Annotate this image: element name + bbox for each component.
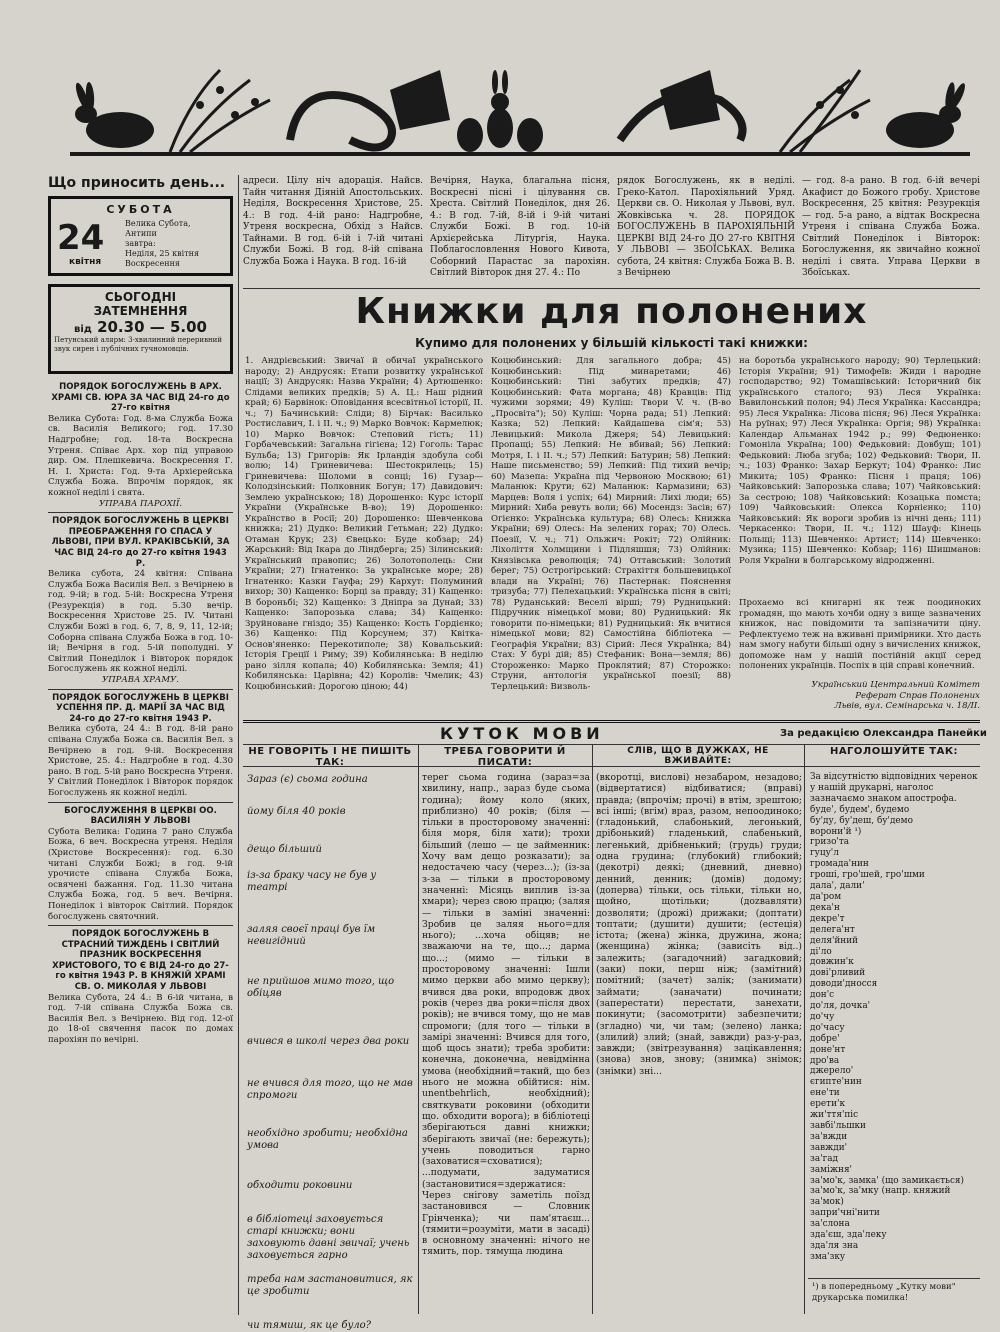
article-title: ПОРЯДОК БОГОСЛУЖЕНЬ В СТРАСНИЙ ТИЖДЕНЬ І СВІТЛИЙ ПРАЗНИК ВОСКРЕСЕННЯ ХРИСТОВОГО, ТО Є ВІД 24-го до 27-го квітня 1943 Р. В КНЯЖІЙ ХРАМІ СВ. О. МИКОЛАЯ У ЛЬВОВІ — [52, 929, 229, 993]
books-subtitle: Купимо для полонених у більшій кількості такі книжки: — [415, 336, 808, 350]
month: квітня — [69, 257, 102, 267]
article-title: ПОРЯДОК БОГОСЛУЖЕНЬ В ЦЕРКВІ УСПЕННЯ ПР. Д. МАРІЇ ЗА ЧАС ВІД 24-го до 27-го квітня 1943 Р. — [52, 692, 229, 724]
language-title: КУТОК МОВИ — [440, 724, 604, 743]
left-articles — [48, 382, 233, 1312]
books-title: Книжки для полонених — [355, 291, 868, 332]
column-header: НАГОЛОШУЙТЕ ТАК: — [829, 746, 959, 757]
article-body: Велика субота, 24 4.: В год. 8-ій рано співана Служба Божа св. Василія Вел. з Вечірнею в год. 9-ій. Воскресення Христове, 25. 4.: Надгробне в год. 4.30 рано. В год. 5-ій рано Воскресна Утреня. У Світлий Понеділок і Вівторок порядок Богослужень як кожної неділі. — [48, 724, 233, 798]
avoid-words: (вкоротці, вислові) незабаром, незадово; (відвертатися) відбиватися; (вправі) правда; (впрочім; прочі) в втім, зрештою; всі інші; (вгім) враз, разом, непоодиноко; (гладонький, слабонький, легонький, дрібонький) гладенький, слабенький, легенький, дрібненький; (грудь) груди; одна грудина; (глубокий) глибокий; (декотрі) деякі; (дневний, дневно) денний, денник; (домів) додому; (доперва) тільки, ось тільки, тільки но, щойно, щотільки; (доzвавляти) дозволяти; (дрожі) дрижаки; (доптати) топтати; (душити) душити; (естеція) істота; (жена) жінка, дружина, жона; (женщина) жінка; (зависіть від..) залежить; (загадочний) загадковий; (заки) поки, перш ніж; (замітний) помітний; (зачет) залік; (занимати) займати; (заначати) починати; (заперестати) перестати, занехати, покинути; (засомотрити) забезпечити; (згладно) чи, чи там; (зелено) ланка; (злилий) злий; (знай, завжди) раз-у-раз, завжди; (звітрезування) зацікавлення; (знова) знов, знову; (знимка) знімок; (знімки) зні... — [596, 772, 802, 1077]
top-column: рядок Богослужень, як в неділі. Греко-Катол. Парохіяльний Уряд. Церкви св. О. Николая у Львові, вул. Жовківська ч. 28. ПОРЯДОК БОГОСЛУЖЕНЬ В ПАРОХІЯЛЬНІЙ ЦЕРКВІ ВІД 24-го ДО 27-го КВІТНЯ У ЛЬВОВІ — ЗБОЇСЬКАХ. Велика субота, 24 квітня: Служба Божа В. В. з Вечірнею — [617, 176, 795, 278]
eclipse-box: СЬОГОДНІ ЗАТЕМНЕННЯ від 20.30 — 5.00 Петунський алярм: 3-хвилинний переривний звук сирен і публічних гучномовців. — [48, 284, 233, 374]
column-header: НЕ ГОВОРІТЬ І НЕ ПИШІТЬ ТАК: — [248, 746, 412, 768]
books-col-1: 1. Андрієвський: Звичаї й обичаї українського народу; 2) Андрусяк: Етапи розвитку української нації; 3) Андрусяк: Назва України; 4) Артюшенко: Слідами великих предків; 5) А. Ц.: Наш рідний край; 6) Барвінок: Оповідання всесвітньої історії, II. ч.; 7) Бачинський: Сліди; 8) Бірчак: Василько Ростиславич, I. і II. ч.; 9) Марко Вовчок: Кармелюк; 10) Марко Вовчок: Степовий гість; 11) Горбачевський: Загальна гігієна; 12) Гоголь: Тарас Бульба; 13) Григорів: Як Ірландія здобула собі волю; 14) Гриневичева: Шестокрилець; 15) Гриневичева: Шоломи в сонці; 16) Гузар—Колодзінський: Полковник Богун; 17) Давидович: Землею українською; 18) Дорошенко: Курс історії України (Українське В-во); 19) Дорошенко: Українство в Росії; 20) Дорошенко: Шевченкова книжка; 21) Дудко: Великий Гетьман; 22) Дудко: Отаман Крук; 23) Євецько: Буде кобзар; 24) Жарський: Від Ікара до Ліндберга; 25) Зілинський: Український правопис; 26) Золотополець: Сни України; 27) Ігнатенко: За українське море; 28) Ігнатенко: Казки Гауфа; 29) Кархут: Полуминий вихор; 30) Кащенко: Борці за правду; 31) Кащенко: В бороньбі; 32) Кащенко: З Дніпра за Дунай; 33) Кащенко: Запорозька слава; 34) Кащенко: Зруйноване гніздо; 35) Кащенко: Кость Гордієнко; 36) Кащенко: Під Корсунем; 37) Квітка-Основ'яненко: Перекотиполе; 38) Ковальський: Історія Греції і Риму; 39) Кобилянська: В неділю рано зілля копала; 40) Кобилянська: Земля; 41) Кобилянська: Царівна; 42) Королів: Чмелик; 43) Коцюбинський: Дорогою ціною; 44) — [245, 356, 483, 692]
article-title: ПОРЯДОК БОГОСЛУЖЕНЬ В ЦЕРКВІ ПРЕОБРАЖЕННЯ ГО СПАСА У ЛЬВОВІ, ПРИ ВУЛ. КРАКІВСЬКІЙ, ЗА ЧАС ВІД 24-го до 27-го квітня 1943 Р. — [51, 516, 230, 569]
language-editor: За редакцією Олександра Панейки — [780, 728, 987, 739]
article-body: Велика субота, 24 квітня: Співана Служба Божа Василія Вел. з Вечірнею в год. 9-ій; в год. 5-ій: Воскресна Утреня (Резурекція) в год. 5.30 вечір. Воскресення Христове 25. IV. Читані Служби Божі в год. 6, 7, 8, 9, 11, 12-ій; Соборна співана Служба Божа в год. 10-ій; Вечірня в год. 5-ій пополудні. У Світлий Понеділок і Вівторок порядок Богослужень як кожної неділі. — [48, 569, 233, 675]
books-signature: Український Центральний Комітет Реферат Справ Полонених Львів, вул. Семінарська ч. 18/II. — [811, 680, 980, 711]
date-notes: Велика Субота, Антипи завтра: Неділя, 25 квітня Воскресення — [125, 219, 199, 268]
top-column: Вечірня, Наука, благальна пісня, Воскресні пісні і цілування св. Хреста. Світлий Понеділок, дня 26. 4.: В год. 7-ій, 8-ій і 9-ій читані Служби Божі. В год. 10-ій Архієрейська Літургія, Наука. Поблагословлення Нового Кивота, Соборний Парастас за парохіян. Світлий Вівторок дня 27. 4.: По — [430, 176, 610, 278]
day-number: 24 — [57, 218, 105, 258]
day-heading: Що приносить день... — [48, 175, 226, 191]
weekday: СУБОТА — [106, 203, 175, 216]
top-column: адреси. Цілу ніч адорація. Найсв. Тайн читання Діяній Апостольських. Неділя, Воскресення Христове, 25. 4.: В год. 4-ій рано: Надгробне, Утреня воскресна, Обхід з Найсв. Тайнами. В год. 6-ій і 7-ій читані Служби Божі. В год. 8-ій співана Служба Божа і Наука. В год. 16-ій — [243, 176, 423, 267]
column-header: СЛІВ, ЩО В ДУЖКАХ, НЕ ВЖИВАЙТЕ: — [627, 746, 769, 766]
right-forms: теper сьома година (зараз=за хвилину, напр., зараз буде сьома година); йому коло (яких, приблизно) 40 років; (біля — тільки в просторовому значенні: біля моря, біля хати); трохи більший (лешо — це займенник: Хочу вам дещо розказати); за недостачею часу (через...); (із-за з-за — тільки в просторовому значенні: Місяць виплив із-за хмари); через свою працю; (заляя — тільки в заміні значенні: Зробив це заляя нього=для нього); ...хоча обіцяв; не зважаючи на те, що...; дарма що...; (мимо — тільки в просторовому значенні: Ішли мимо церкви або мимо церкву); вчився два роки, впродовж двох років (через два роки=після двох років); не вчився тому, що не мав спромоги; (для того — тільки в замірі значенні: Вчився для того, щоб щось знати); треба зробити: конечна, доконечна, невідмінна умова (необхідний=такий, що без нього не можна обійтися: нім. unentbehrlich, необхідний); святкувати роковини (обходити що. обходити ворога); в бібліотеці зберігаються давні книжки; зберігають звичаї (не: бережуть); учень поводиться гарно (заховатися=сховатися); ...подумати, задуматися (застановитися=здержатися: Через снігову заметіль поїзд застановився — Словник Грінченка); чи пам'ятаєш... (тямити=розуміти, мати в засаді) в основному значенні: нічого не тямить, пор. тямуща людина — [422, 772, 590, 1258]
column-header: ТРЕБА ГОВОРИТИ Й ПИСАТИ: — [444, 746, 566, 768]
article-body: Велика Субота, 24 4.: В 6-ій читана, в год. 7-ій співана Служба Божа св. Василія Вел. з Вечірнею. Від год. 12-ої до 18-ої свячення пасок по домах парохіян по вечірні. — [48, 992, 233, 1046]
top-column: — год. 8-а рано. В год. 6-ій вечері Акафист до Божого гробу. Христове Воскресення, 25 квітня: Резурекція — год. 5-а рано, а відтак Воскресна Утреня і співана Служба Божа. Світлий Понеділок і Вівторок: Богослуження, як звичайно кожної неділі і свята. Управа Церкви в Збоїськах. — [802, 176, 980, 278]
rabbit-right-icon — [886, 82, 968, 148]
rabbit-center-icon — [487, 70, 513, 148]
books-appeal: Прохаємо всі книгарні як теж поодиноких громадян, що мають хочби одну з вище зазначених книжок, нас повідомити та запізначити ціну. Рефлектуємо теж на вживані примірники. Хто дасть нам змогу набути більші одну з вичислених книжок, допоможе нам у нашій постійній акції серед полонених українців. Поспіх в цій справі конечний. — [739, 598, 981, 671]
easter-egg-icon — [457, 118, 483, 152]
article-body: Субота Велика: Година 7 рано Служба Божа, 6 веч. Воскресна утреня. Неділя (Христове Воскресення): год. 6.30 читані Служби Божі; в год. 9-ій урочисте співана Служба Божа, освячені бажання. Год. 11.30 читана Служба Божа, год. 5 веч. Вечірня. Понеділок і вівторок Світлий. Порядок богослужень святочний. — [48, 826, 233, 922]
article-sign: УПРАВА ПАРОХІЇ. — [98, 498, 183, 509]
books-col-2: Коцюбинський: Для загального добра; 45) Коцюбинський: Під минаретами; 46) Коцюбинський: Тіні забутих предків; 47) Коцюбинський: Фата моргана; 48) Кравців: Під чужими зорями; 49) Куліш: Твори V. ч. (В-во „Просвіта"); 50) Куліш: Чорна рада; 51) Лепкий: Казка; 52) Лепкий: Кайдашева сім'я; 53) Левицький: Микола Джеря; 54) Левицький: Пропащі; 55) Лепкий: Не вбивай; 56) Лепкий: Мотря, I. і II. ч.; 57) Лепкий: Батурин; 58) Лепкий: Наше письменство; 59) Лепкий: Під тихий вечір; 60) Мазепа: Україна під Червоною Москвою; 61) Маланюк: Крути; 62) Маланюк: Кармазини; 63) Марцев: Воля і успіх; 64) Мирний: Лихі люди; 65) Мирний: Хиба ревуть воли; 66) Мосендз: Засів; 67) Огієнко: Українська культура; 68) Олесь: Книжка України; 69) Олесь: На зелених горах; 70) Олесь. Поезії, V. ч.; 71) Ольжич: Рокіт; 72) Олійник: Ліхоліття Холмщини і Підляшшя; 73) Олійник: Князівська революція; 74) Оттавський: Золотий берег; 75) Острогірський: Страхіття большевицької влади на Україні; 76) Пастернак: Пояснення тризуба; 77) Пелехацький: Українська пісня в світі; 78) Руданський: Веселі вірші; 79) Рудницький: Підручник німецької мови; 80) Рудницький: Як говорити по-німецьки; 81) Рудницький: Як вчитися німецької мови; 82) Самостійна бібліотека — Географія України; 83) Сірий: Леся Українка; 84) Стах: У бурі дій; 85) Стефаник: Вона—земля; 86) Стороженко: Марко Проклятий; 87) Сторожко: Струни, антологія української поезії; 88) Терлецький: Визволь- — [491, 356, 731, 692]
rabbit-left-icon — [73, 81, 154, 148]
article-title: ПОРЯДОК БОГОСЛУЖЕНЬ В АРХ. ХРАМІ СВ. ЮРА ЗА ЧАС ВІД 24-го до 27-го квітня — [51, 382, 230, 414]
article-sign: УПРАВА ХРАМУ. — [102, 675, 179, 686]
wrong-forms: Зараз (є) сьома година йому біля 40 років дещо більший із-за браку часу не був у театрі заляя своєї праці був їм невигідний не прийшов мимо того, що обіцяв вчився в школі через два роки не вчився для того, що не мав спромоги необхідно зробити; необхідна умова обходити роковини в бібліотеці заховується старі книжки; вони заховують давні звичаї; учень заховується гарно треба нам застановитися, як це зробити чи тямиш, як це було? — [247, 774, 413, 1331]
footnote: ¹) в попередньому „Кутку мови" друкарська помилка! — [812, 1282, 956, 1303]
stress-list: За відсутністю відповідних черенок у нашій друкарні, наголос зазначаємо знаком апострофа. буде', будем', будемо бу'ду, бу'деш, бу'демо ворони'й ¹) гризо'та гуцу'л громада'нин гроші, гро'шей, гро'шми дала', дали' да'ром дека'н декре'т делега'нт деля'йний ді'ло довжин'к довi'рливий доводи'дносся дон'с до'ля, дочка' до'чу до'часу добре' доне'нт дро'ва джерело' єгипте'нин ене'ти ерети'к жи'ття'піс завбі'льшки за'вжди завжди' за'гад заміжня' за'мо'к, замка' (що замикається) за'мо'к, за'мку (напр. княжий за'мок) запри'чні'нити за'слона зда'єш, зда'леку зда'ля зна зма'зку — [810, 772, 978, 1262]
date-box — [48, 196, 233, 276]
easter-ornament-banner — [60, 60, 980, 170]
article-title: БОГОСЛУЖЕННЯ В ЦЕРКВІ ОО. ВАСИЛІЯН У ЛЬВОВІ — [64, 805, 217, 827]
books-col-3: на боротьба українського народу; 90) Терлецький: Історія України; 91) Тимофеїв: Жиди і народне господарство; 92) Томашівський: Історичний бік українського сталого; 93) Леся Українка: Вавилонський полон; 94) Леся Українка: Кассандра; 95) Леся Українка: Лісова пісня; 96) Леся Українка: На руїнах; 97) Леся Українка: Оргія; 98) Українка: Календар Альманах 1942 р.; 99) Федюненко: Гомоніла Україна; 100) Федьковий: Довбуш; 101) Федьковий: Люба згуба; 102) Федьковий: Твори, II. ч.; 103) Франко: Захар Беркут; 104) Франко: Лис Микита; 105) Франко: Пісня і праця; 106) Чайковський: Запорозька слава; 107) Чайковський: За сестрою; 108) Чайковський: Козацька помста; 109) Чайковський: Олекса Корнієнко; 110) Чайковський: Як вороги зробив із нічні день; 111) Черкасенко: Твори, II. ч.; 112) Шауф: Кінець Польщі; 113) Шевченко: Артист; 114) Шевченко: Музика; 115) Шевченко: Кобзар; 116) Шишманов: Роля України в болгарському відродженні. — [739, 356, 981, 566]
article-body: Велика Субота: Год. 8-ма Служба Божа св. Василія Великого; год. 17.30 Надгробне; год. 18-та Воскресна Утреня. Співає Арх. хор під управою дир. Ом. Плешкевича. Воскресення Г. Н. І. Христа: Год. 9-та Архієрейська Служба Божа. Впрочім порядок, як кожної неділі і свята. — [48, 413, 233, 498]
